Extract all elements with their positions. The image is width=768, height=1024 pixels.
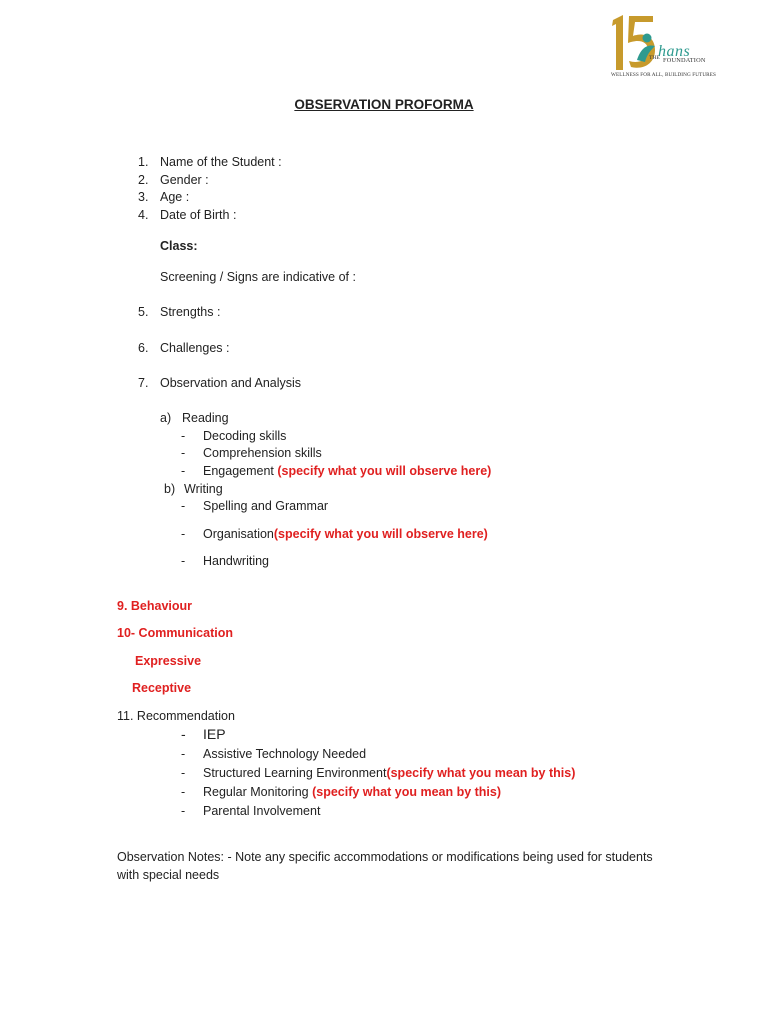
field-age bbox=[138, 191, 189, 204]
bullet-dash: - bbox=[181, 527, 186, 541]
logo-tagline: WELLNESS FOR ALL, BUILDING FUTURES bbox=[611, 72, 716, 78]
field-number: 4. bbox=[138, 208, 149, 222]
recommendation-note: (specify what you mean by this) bbox=[312, 785, 502, 799]
logo-foundation: FOUNDATION bbox=[663, 57, 706, 64]
recommendation-label: Structured Learning Environment bbox=[203, 766, 387, 780]
communication-heading: 10- Communication bbox=[117, 626, 233, 640]
reading-skill bbox=[181, 430, 286, 443]
class-label: Class: bbox=[160, 239, 198, 253]
recommendation-item bbox=[181, 727, 226, 741]
observation-notes-line2: with special needs bbox=[117, 868, 220, 882]
field-student-name bbox=[138, 156, 282, 169]
field-date-of-birth bbox=[138, 209, 236, 222]
behaviour-heading: 9. Behaviour bbox=[117, 599, 193, 613]
skill-label: Handwriting bbox=[203, 554, 270, 568]
field-gender bbox=[138, 174, 209, 187]
recommendation-item bbox=[181, 767, 575, 780]
skill-note: (specify what you will observe here) bbox=[273, 527, 488, 541]
reading-heading bbox=[160, 412, 229, 425]
skill-note: (specify what you will observe here) bbox=[277, 464, 492, 478]
recommendation-label: Assistive Technology Needed bbox=[203, 747, 367, 761]
bullet-dash: - bbox=[181, 747, 186, 761]
writing-marker: b) bbox=[164, 482, 176, 496]
receptive-label: Receptive bbox=[132, 681, 192, 695]
observation-notes-line1: Observation Notes: - Note any specific accommodations or modifications being used for students bbox=[117, 850, 653, 864]
reading-skill bbox=[181, 447, 322, 460]
bullet-dash: - bbox=[181, 785, 186, 799]
writing-skill bbox=[181, 555, 269, 568]
logo-the: THE bbox=[649, 55, 660, 61]
field-label: Age : bbox=[160, 190, 190, 204]
bullet-dash: - bbox=[181, 554, 186, 568]
reading-skill bbox=[181, 465, 491, 478]
skill-label: Organisation bbox=[203, 527, 274, 541]
field-observation-analysis bbox=[138, 377, 301, 390]
field-strengths bbox=[138, 306, 220, 319]
field-number: 2. bbox=[138, 173, 149, 187]
writing-skill bbox=[181, 500, 328, 513]
bullet-dash: - bbox=[181, 804, 186, 818]
skill-label: Comprehension skills bbox=[203, 446, 322, 460]
bullet-dash: - bbox=[181, 446, 186, 460]
skill-label: Decoding skills bbox=[203, 429, 287, 443]
bullet-dash: - bbox=[181, 429, 186, 443]
field-label: Observation and Analysis bbox=[160, 376, 302, 390]
recommendation-item bbox=[181, 805, 320, 818]
recommendation-label: Regular Monitoring bbox=[203, 785, 313, 799]
field-label: Challenges : bbox=[160, 341, 230, 355]
field-number: 5. bbox=[138, 305, 149, 319]
bullet-dash: - bbox=[181, 499, 186, 513]
expressive-label: Expressive bbox=[135, 654, 202, 668]
writing-heading bbox=[164, 483, 223, 496]
recommendation-label: IEP bbox=[203, 726, 226, 742]
bullet-dash: - bbox=[181, 464, 186, 478]
field-number: 6. bbox=[138, 341, 149, 355]
recommendation-item bbox=[181, 786, 501, 799]
bullet-dash: - bbox=[181, 766, 186, 780]
field-label: Strengths : bbox=[160, 305, 221, 319]
recommendation-heading: 11. Recommendation bbox=[117, 709, 235, 723]
field-number: 7. bbox=[138, 376, 149, 390]
field-label: Gender : bbox=[160, 173, 209, 187]
field-label: Name of the Student : bbox=[160, 155, 282, 169]
recommendation-note: (specify what you mean by this) bbox=[386, 766, 576, 780]
field-label: Date of Birth : bbox=[160, 208, 237, 222]
logo-brand: hans bbox=[658, 43, 691, 60]
reading-label: Reading bbox=[182, 411, 229, 425]
field-challenges bbox=[138, 342, 230, 355]
skill-label: Spelling and Grammar bbox=[203, 499, 329, 513]
writing-skill bbox=[181, 528, 488, 541]
screening-label: Screening / Signs are indicative of : bbox=[160, 270, 356, 284]
page-title: OBSERVATION PROFORMA bbox=[294, 97, 474, 112]
skill-label: Engagement bbox=[203, 464, 278, 478]
reading-marker: a) bbox=[160, 411, 172, 425]
recommendation-label: Parental Involvement bbox=[203, 804, 321, 818]
field-number: 1. bbox=[138, 155, 149, 169]
writing-label: Writing bbox=[184, 482, 223, 496]
bullet-dash: - bbox=[181, 726, 186, 742]
foundation-logo bbox=[607, 12, 716, 82]
field-number: 3. bbox=[138, 190, 149, 204]
recommendation-item bbox=[181, 748, 366, 761]
